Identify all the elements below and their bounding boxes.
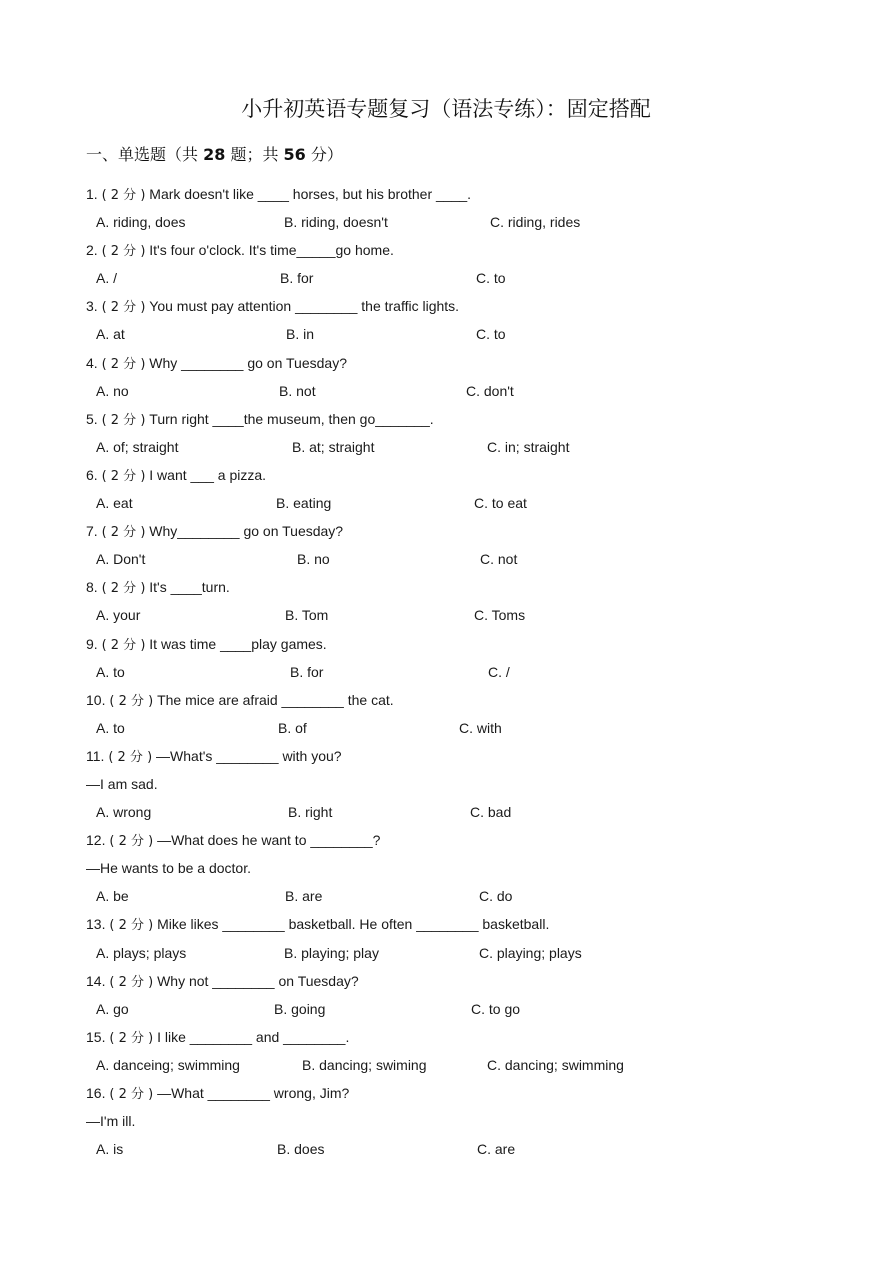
answer-option-c[interactable]: C. riding, rides (490, 214, 581, 231)
question-number: 14. (86, 972, 106, 989)
answer-option-a[interactable]: A. is (96, 1141, 124, 1158)
answer-options (86, 658, 846, 686)
question-stem (86, 1023, 846, 1051)
answer-option-b[interactable]: B. playing; play (284, 944, 379, 961)
answer-options (86, 433, 846, 461)
question-text: I want ___ a pizza. (149, 466, 267, 483)
answer-option-a[interactable]: A. your (96, 607, 141, 624)
question-number: 6. (86, 466, 98, 483)
question-text: It's four o'clock. It's time_____go home. (149, 242, 394, 259)
answer-option-c[interactable]: C. do (479, 888, 513, 905)
answer-option-b[interactable]: B. eating (276, 495, 332, 512)
question-points: ( 2 分 ) (109, 1030, 154, 1046)
answer-options (86, 714, 846, 742)
answer-options (86, 489, 846, 517)
question-number: 9. (86, 635, 98, 652)
answer-option-a[interactable]: A. riding, does (96, 214, 186, 231)
question-text: Why________ go on Tuesday? (149, 523, 344, 540)
question-stem (86, 826, 846, 854)
question-points: ( 2 分 ) (109, 834, 154, 850)
answer-options (86, 320, 846, 348)
question-stem (86, 1079, 846, 1107)
answer-option-c[interactable]: C. with (459, 719, 502, 736)
answer-options (86, 995, 846, 1023)
question-points: ( 2 分 ) (101, 637, 146, 653)
question-stem (86, 180, 846, 208)
answer-option-c[interactable]: C. don't (466, 382, 514, 399)
question-number: 10. (86, 691, 106, 708)
question-number: 5. (86, 410, 98, 427)
question-number: 7. (86, 523, 98, 540)
question-stem (86, 236, 846, 264)
question-text: Why ________ go on Tuesday? (149, 354, 347, 371)
answer-option-b[interactable]: B. for (280, 270, 314, 287)
answer-option-b[interactable]: B. at; straight (292, 438, 375, 455)
answer-option-a[interactable]: A. plays; plays (96, 944, 187, 961)
answer-options (86, 798, 846, 826)
answer-option-c[interactable]: C. / (488, 663, 510, 680)
page-title: 小升初英语专题复习（语法专练）：固定搭配 (241, 97, 651, 121)
answer-option-c[interactable]: C. are (477, 1141, 516, 1158)
question-stem (86, 742, 846, 770)
question-text: Mike likes ________ basketball. He often ________ basketball. (157, 916, 550, 933)
answer-option-b[interactable]: B. are (285, 888, 323, 905)
question-points: ( 2 分 ) (101, 300, 146, 316)
answer-option-a[interactable]: A. wrong (96, 804, 152, 821)
answer-option-b[interactable]: B. of (278, 719, 307, 736)
question-text: Why not ________ on Tuesday? (157, 972, 359, 989)
section-heading: 一、单选题（共 28 题；共 56 分） (86, 145, 343, 164)
answer-option-c[interactable]: C. not (480, 551, 518, 568)
answer-option-c[interactable]: C. to (476, 326, 506, 343)
answer-option-b[interactable]: B. dancing; swiming (302, 1056, 427, 1073)
answer-option-b[interactable]: B. right (288, 804, 333, 821)
question-number: 3. (86, 298, 98, 315)
answer-options (86, 939, 846, 967)
answer-option-b[interactable]: B. Tom (285, 607, 329, 624)
answer-option-a[interactable]: A. go (96, 1000, 129, 1017)
question-dialogue-line: —I'm ill. (86, 1113, 136, 1130)
question-stem (86, 517, 846, 545)
question-dialogue-line: —I am sad. (86, 775, 158, 792)
question-points: ( 2 分 ) (101, 356, 146, 372)
question-stem (86, 686, 846, 714)
question-stem (86, 405, 846, 433)
question-number: 13. (86, 916, 106, 933)
question-points: ( 2 分 ) (101, 244, 146, 260)
question-points: ( 2 分 ) (101, 468, 146, 484)
answer-options (86, 208, 846, 236)
answer-option-c[interactable]: C. to (476, 270, 506, 287)
question-text: Turn right ____the museum, then go_______. (149, 410, 434, 427)
answer-option-a[interactable]: A. be (96, 888, 129, 905)
answer-option-c[interactable]: C. Toms (474, 607, 526, 624)
question-points: ( 2 分 ) (109, 693, 154, 709)
answer-options (86, 377, 846, 405)
answer-options (86, 1051, 846, 1079)
answer-options (86, 882, 846, 910)
question-stem (86, 967, 846, 995)
answer-option-b[interactable]: B. not (279, 382, 316, 399)
answer-option-c[interactable]: C. dancing; swimming (487, 1056, 624, 1073)
answer-option-a[interactable]: A. Don't (96, 551, 146, 568)
answer-option-a[interactable]: A. no (96, 382, 129, 399)
answer-option-b[interactable]: B. in (286, 326, 315, 343)
answer-option-a[interactable]: A. eat (96, 495, 133, 512)
answer-options (86, 1135, 846, 1163)
question-points: ( 2 分 ) (108, 749, 153, 765)
question-text: The mice are afraid ________ the cat. (157, 691, 394, 708)
answer-option-a[interactable]: A. of; straight (96, 438, 179, 455)
question-points: ( 2 分 ) (101, 525, 146, 541)
question-text: It's ____turn. (149, 579, 230, 596)
question-points: ( 2 分 ) (101, 581, 146, 597)
question-number: 8. (86, 579, 98, 596)
question-text: —What's ________ with you? (156, 747, 342, 764)
answer-option-a[interactable]: A. at (96, 326, 125, 343)
question-points: ( 2 分 ) (101, 188, 146, 203)
answer-option-b[interactable]: B. no (297, 551, 330, 568)
answer-option-b[interactable]: B. riding, doesn't (284, 214, 388, 231)
question-stem (86, 573, 846, 601)
answer-option-a[interactable]: A. to (96, 719, 125, 736)
question-list (86, 180, 846, 1163)
question-stem (86, 292, 846, 320)
answer-option-c[interactable]: C. in; straight (487, 438, 570, 455)
question-dialogue-line: —He wants to be a doctor. (86, 860, 251, 877)
question-stem (86, 630, 846, 658)
question-text: You must pay attention ________ the traffic lights. (149, 298, 460, 315)
question-number: 12. (86, 832, 106, 849)
answer-option-a[interactable]: A. to (96, 663, 125, 680)
question-points: ( 2 分 ) (109, 1087, 154, 1102)
answer-option-b[interactable]: B. does (277, 1141, 325, 1158)
question-stem (86, 349, 846, 377)
question-number: 2. (86, 242, 98, 259)
question-number: 15. (86, 1028, 106, 1045)
question-number: 1. (86, 186, 98, 202)
answer-option-b[interactable]: B. going (274, 1000, 326, 1017)
question-number: 16. (86, 1085, 106, 1101)
question-points: ( 2 分 ) (101, 412, 146, 428)
question-stem (86, 461, 846, 489)
question-text: It was time ____play games. (149, 635, 327, 652)
question-number: 4. (86, 354, 98, 371)
question-points: ( 2 分 ) (109, 918, 154, 934)
question-text: I like ________ and ________. (157, 1028, 350, 1045)
answer-option-b[interactable]: B. for (290, 663, 324, 680)
answer-option-c[interactable]: C. to eat (474, 495, 527, 512)
answer-option-c[interactable]: C. bad (470, 804, 512, 821)
question-points: ( 2 分 ) (109, 974, 154, 990)
answer-options (86, 264, 846, 292)
answer-option-a[interactable]: A. danceing; swimming (96, 1056, 240, 1073)
question-number: 11. (86, 747, 105, 764)
answer-option-c[interactable]: C. playing; plays (479, 944, 582, 961)
answer-options (86, 601, 846, 629)
question-text: —What does he want to ________? (157, 832, 381, 849)
question-stem (86, 910, 846, 938)
question-text: Mark doesn't like ____ horses, but his brother ____. (149, 186, 472, 202)
question-text: —What ________ wrong, Jim? (157, 1085, 350, 1101)
answer-option-c[interactable]: C. to go (471, 1000, 521, 1017)
answer-options (86, 545, 846, 573)
answer-option-a[interactable]: A. / (96, 270, 118, 287)
